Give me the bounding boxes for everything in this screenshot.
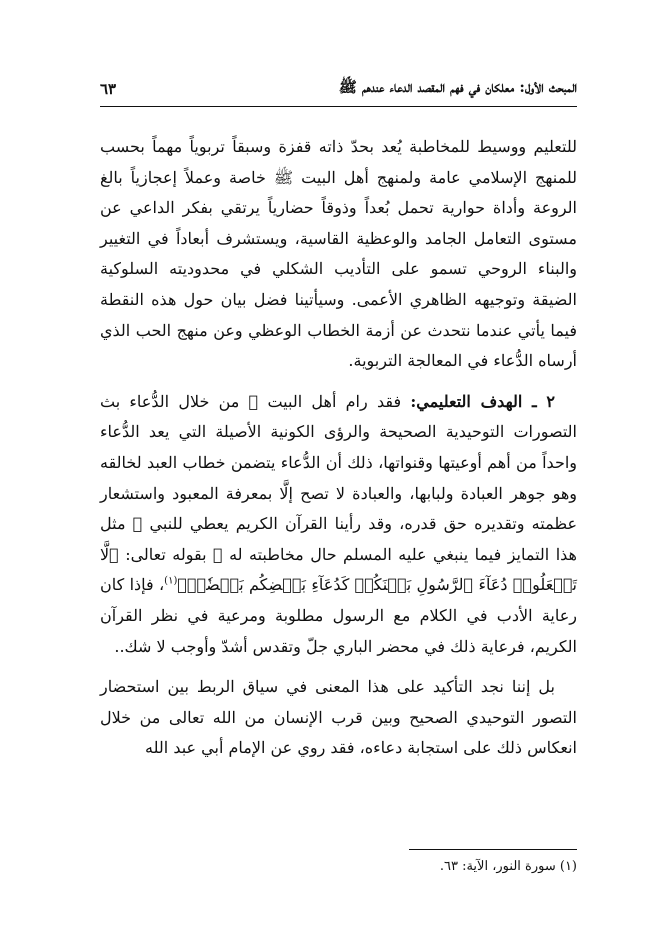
chapter-title: المبحث الأول: معلكان في فهم المقصد الدعاء عندهم ﷺ (338, 78, 577, 96)
footnote: (١) سورة النور، الآية: ٦٣. (439, 859, 577, 874)
footnote-rule (409, 849, 577, 850)
paragraph-2-text-b: ، فإذا كان رعاية الأدب في الكلام مع الرسول مطلوبة ومرعية في نظر القرآن الكريم، فرعاية ذلك في محضر الباري جلّ وتقدس أشدّ وأوجب لا شك.. (100, 575, 577, 656)
footnote-marker: (١) (164, 575, 178, 587)
paragraph-2-text-a: فقد رام أهل البيت ﷺ من خلال الدُّعاء بث التصورات التوحيدية الصحيحة والرؤى الكونية الأصيلة التي يعد الدُّعاء واحداً من أهم أوعيتها وقنواتها، ذلك أن الدُّعاء يتضمن خطاب العبد لخالقه وهو جوهر العبادة ولبابها، والعبادة لا تصح إلَّا بمعرفة المعبود واستشعار عظمته وتقديره حق قدره، وقد رأينا القرآن الكريم يعطي للنبي ﷺ مثل هذا التمايز فيما ينبغي عليه المسلم حال مخاطبته له ﷺ بقوله تعالى: (100, 391, 578, 564)
page-number: ٦٣ (100, 80, 117, 98)
paragraph-2 (100, 387, 577, 662)
running-header (100, 76, 577, 102)
section-lead: ٢ ـ الهدف التعليمي: (410, 391, 556, 411)
header-rule (100, 106, 577, 107)
paragraph-3: بل إننا نجد التأكيد على هذا المعنى في سياق الربط بين استحضار التصور التوحيدي الصحيح وبين قرب الإنسان من الله تعالى من خلال انعكاس ذلك على استجابة دعاءه، فقد روي عن الإمام أبي عبد الله (100, 677, 577, 758)
quran-quote: ﴿لَّا تَجۡعَلُوا۟ دُعَآءَ ٱلرَّسُولِ بَيۡنَكُمۡ كَدُعَآءِ بَعۡضِكُم بَعۡضٗاۚ﴾ (100, 544, 577, 595)
paragraph-1: للتعليم ووسيط للمخاطبة يُعد بحدّ ذاته قفزة وسبقاً تربوياً مهماً بحسب للمنهج الإسلامي عامة ولمنهج أهل البيت ﷺ خاصة وعملاً إعجازياً بالغ الروعة وأداة حوارية تحمل بُعداً وذوقاً حضارياً يرتقي بفكر الداعي عن مستوى التعامل الجامد والوعظية القاسية، ويستشرف أبعاداً في التغيير والبناء الروحي تسمو على التأديب الشكلي في محدوديته السلوكية الضيقة وتوجيهه الظاهري الأعمى. وسيأتينا فضل بيان حول هذه النقطة فيما يأتي عندما نتحدث عن أزمة الخطاب الوعظي وعن منهج الحب الذي أرساه الدُّعاء في المعالجة التربوية. (100, 137, 577, 371)
body-text (100, 132, 577, 764)
